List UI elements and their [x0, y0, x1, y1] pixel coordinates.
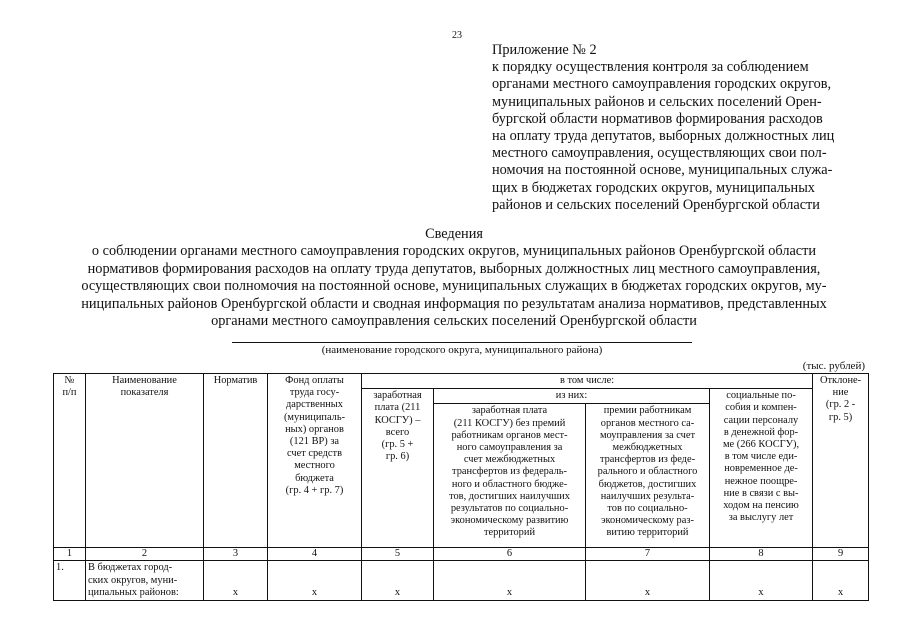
header-salary: заработная плата (211 КОСГУ) – всего (гр. 5 + гр. 6) [362, 389, 434, 548]
appendix-line: муниципальных районов и сельских поселений Орен- [492, 93, 822, 110]
table-row [54, 561, 869, 601]
row-value: х [586, 561, 710, 601]
appendix-line: районов и сельских поселений Оренбургской области [492, 196, 820, 213]
row-value: х [362, 561, 434, 601]
heading-line: о соблюдении органами местного самоуправления городских округов, муниципальных районов Оренбургской области [91, 243, 817, 260]
appendix-line: органами местного самоуправления городских округов, [492, 76, 832, 93]
header-including: в том числе: [362, 374, 813, 389]
page-number: 23 [452, 30, 462, 41]
header-of-them: из них: [434, 389, 710, 404]
units-label: (тыс. рублей) [802, 360, 865, 372]
header-norm: Норматив [204, 374, 268, 548]
appendix-line: на оплату труда депутатов, выборных должностных лиц [492, 128, 835, 145]
column-number: 5 [362, 548, 434, 561]
document-heading [40, 226, 868, 330]
column-number: 1 [54, 548, 86, 561]
appendix-title: Приложение № 2 [492, 42, 597, 58]
row-number: 1. [54, 561, 86, 601]
heading-title: Сведения [425, 226, 483, 242]
heading-line: нормативов формирования расходов на оплату труда депутатов, выборных должностных лиц местного самоуправления, [87, 260, 821, 277]
header-bonus-transfers: премии работникам органов местного са- моуправления за счет межбюджетных трансфертов из феде- рального и областного бюджетов, достигших наилучших результа- тов по социально- экономическому раз- витию территорий [586, 404, 710, 548]
heading-line: органами местного самоуправления сельских поселений Оренбургской области [211, 313, 697, 330]
appendix-line: номочия на постоянной основе, муниципальных служа- [492, 162, 833, 179]
column-number: 7 [586, 548, 710, 561]
appendix-line: местного самоуправления, осуществляющих свои пол- [492, 145, 827, 162]
appendix-line: к порядку осуществления контроля за соблюдением [492, 59, 809, 76]
heading-line: ниципальных районов Оренбургской области и сводная информация по результатам анализа нормативов, представленных [81, 295, 827, 312]
column-number-row [54, 548, 869, 561]
header-deviation: Отклоне- ние (гр. 2 - гр. 5) [813, 374, 869, 548]
row-value: х [268, 561, 362, 601]
row-value: х [710, 561, 813, 601]
appendix-line: бургской области нормативов формирования расходов [492, 110, 823, 127]
column-number: 3 [204, 548, 268, 561]
header-social: социальные по- собия и компен- сации персоналу в денежной фор- ме (266 КОСГУ), в том числе еди- новременное де- нежное поощре- ние в связи с вы- ходом на пенсию за выслугу лет [710, 389, 813, 548]
report-table [53, 373, 869, 601]
column-number: 6 [434, 548, 586, 561]
appendix-block [492, 42, 872, 214]
column-number: 9 [813, 548, 869, 561]
row-value: х [813, 561, 869, 601]
name-fill-line [232, 342, 692, 343]
column-number: 4 [268, 548, 362, 561]
header-fund: Фонд оплаты труда госу- дарственных (муниципаль- ных) органов (121 ВР) за счет средств местного бюджета (гр. 4 + гр. 7) [268, 374, 362, 548]
row-value: х [434, 561, 586, 601]
header-num: № п/п [54, 374, 86, 548]
row-value: х [204, 561, 268, 601]
column-number: 2 [86, 548, 204, 561]
appendix-line: щих в бюджетах городских округов, муниципальных [492, 179, 815, 196]
header-salary-transfers: заработная плата (211 КОСГУ) без премий работникам органов мест- ного самоуправления за счет межбюджетных трансфертов из федераль- ного и областного бюдже- тов, достигших наилучших результатов по социально- экономическому развитию территорий [434, 404, 586, 548]
header-name: Наименование показателя [86, 374, 204, 548]
heading-line: осуществляющих свои полномочия на постоянной основе, муниципальных служащих в бюджетах городских округов, му- [81, 278, 827, 295]
header-row [54, 374, 869, 389]
row-name: В бюджетах город- ских округов, муни- ципальных районов: [86, 561, 204, 601]
name-caption: (наименование городского округа, муниципального района) [321, 344, 603, 356]
column-number: 8 [710, 548, 813, 561]
